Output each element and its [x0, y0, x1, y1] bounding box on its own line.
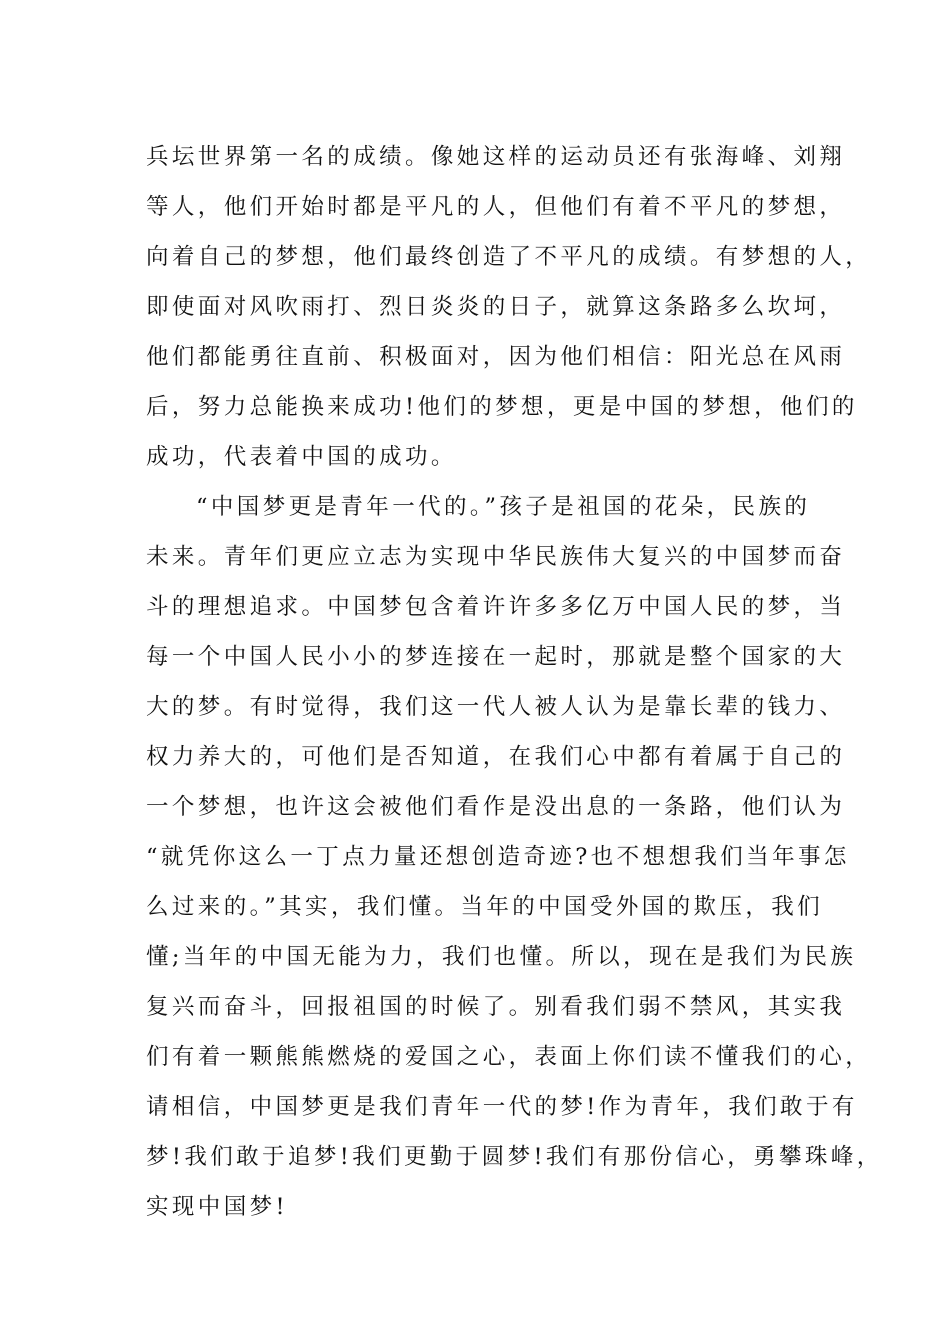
text-line: 他们都能勇往直前、积极面对，因为他们相信：阳光总在风雨 [146, 344, 846, 370]
text-line: 大的梦。有时觉得，我们这一代人被人认为是靠长辈的钱力、 [146, 694, 846, 720]
text-line-indented: “中国梦更是青年一代的。”孩子是祖国的花朵，民族的 [196, 494, 811, 520]
text-line: 未来。青年们更应立志为实现中华民族伟大复兴的中国梦而奋 [146, 544, 846, 570]
text-line: 斗的理想追求。中国梦包含着许许多多亿万中国人民的梦，当 [146, 594, 846, 620]
paragraph-1 [146, 132, 872, 482]
text-line: 懂;当年的中国无能为力，我们也懂。所以，现在是我们为民族 [146, 944, 857, 970]
text-line: 复兴而奋斗，回报祖国的时候了。别看我们弱不禁风，其实我 [146, 994, 846, 1020]
paragraph-2 [146, 482, 883, 1232]
text-line: 一个梦想，也许这会被他们看作是没出息的一条路，他们认为 [146, 794, 846, 820]
text-line: 后，努力总能换来成功!他们的梦想，更是中国的梦想，他们的 [146, 394, 858, 420]
text-line: 么过来的。”其实，我们懂。当年的中国受外国的欺压，我们 [146, 894, 824, 920]
document-body [146, 132, 883, 1232]
text-line: 权力养大的，可他们是否知道，在我们心中都有着属于自己的 [146, 744, 846, 770]
text-line: 实现中国梦! [146, 1194, 288, 1220]
text-line: 向着自己的梦想，他们最终创造了不平凡的成绩。有梦想的人， [146, 244, 872, 270]
text-line: 请相信，中国梦更是我们青年一代的梦!作为青年，我们敢于有 [146, 1094, 858, 1120]
text-line: 等人，他们开始时都是平凡的人，但他们有着不平凡的梦想， [146, 194, 846, 220]
text-line: 梦!我们敢于追梦!我们更勤于圆梦!我们有那份信心，勇攀珠峰， [146, 1144, 883, 1170]
text-line: 兵坛世界第一名的成绩。像她这样的运动员还有张海峰、刘翔 [146, 144, 846, 170]
text-line: “就凭你这么一丁点力量还想创造奇迹?也不想想我们当年事怎 [146, 844, 850, 870]
text-line: 每一个中国人民小小的梦连接在一起时，那就是整个国家的大 [146, 644, 846, 670]
text-line: 成功，代表着中国的成功。 [146, 444, 457, 470]
text-line: 们有着一颗熊熊燃烧的爱国之心，表面上你们读不懂我们的心， [146, 1044, 872, 1070]
text-line: 即使面对风吹雨打、烈日炎炎的日子，就算这条路多么坎坷， [146, 294, 846, 320]
